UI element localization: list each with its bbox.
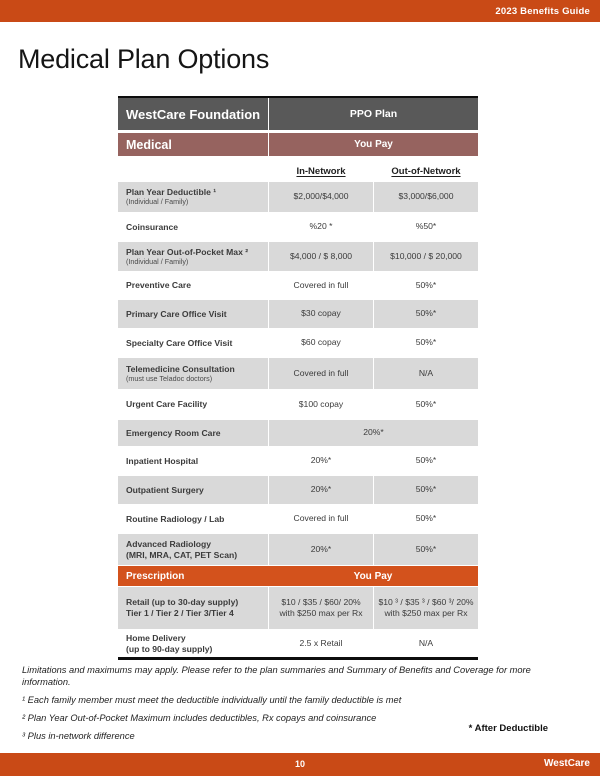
row-home-delivery: Home Delivery (up to 90-day supply) 2.5 x Retail N/A	[126, 632, 434, 654]
footnote-general: Limitations and maximums may apply. Please refer to the plan summaries and Summary of Benefits and Coverage for more information.	[22, 665, 531, 688]
row-coinsurance: Coinsurance %20 * %50*	[126, 221, 437, 232]
row-out-of-pocket-max: Plan Year Out-of-Pocket Max ² (Individual / Family) $4,000 / $ 8,000 $10,000 / $ 20,000	[118, 242, 478, 271]
row-advanced-radiology: Advanced Radiology (MRI, MRA, CAT, PET Scan) 20%* 50%*	[118, 534, 478, 565]
plan-name-cell	[269, 98, 478, 130]
footer-bar	[0, 753, 600, 776]
plan-name: PPO Plan	[349, 108, 398, 120]
after-deductible-note: * After Deductible	[468, 723, 548, 734]
page-title: Medical Plan Options	[18, 44, 270, 74]
medical-section-cell: Medical	[118, 133, 268, 156]
row-routine-radiology: Routine Radiology / Lab Covered in full 50%*	[126, 513, 437, 524]
header-bar	[0, 0, 600, 22]
prescription-section-cell: Prescription	[126, 570, 185, 582]
row-plan-year-deductible: Plan Year Deductible ¹ (Individual / Family) $2,000/$4,000 $3,000/$6,000	[118, 182, 478, 212]
org-name: WestCare Foundation	[126, 106, 261, 122]
row-specialty-care: Specialty Care Office Visit $60 copay 50%*	[126, 337, 437, 348]
org-name-cell	[118, 98, 268, 130]
column-headers-row	[118, 157, 478, 181]
prescription-section-row	[118, 566, 478, 586]
row-retail-rx: Retail (up to 30-day supply) Tier 1 / Tier 2 / Tier 3/Tier 4 $10 / $35 / $60/ 20% with $250 max per Rx $10 ³ / $35 ³ / $60 ³/ 20% with $250 max per Rx	[118, 587, 478, 629]
row-preventive-care: Preventive Care Covered in full 50%*	[126, 279, 437, 291]
table-header-row	[118, 98, 478, 130]
footnote-2: ² Plan Year Out-of-Pocket Maximum includes deductibles, Rx copays and coinsurance	[22, 713, 377, 724]
page-number: 10	[294, 759, 305, 769]
you-pay-cell: You Pay	[269, 133, 478, 156]
rx-you-pay-cell: You Pay	[353, 570, 393, 582]
column-header-in-network: In-Network	[296, 166, 346, 177]
footnote-3: ³ Plus in-network difference	[22, 731, 135, 742]
row-inpatient-hospital: Inpatient Hospital 20%* 50%*	[126, 455, 437, 466]
row-emergency-room: Emergency Room Care 20%*	[118, 420, 478, 446]
footnote-1: ¹ Each family member must meet the deductible individually until the family deductible is met	[22, 695, 402, 706]
row-urgent-care: Urgent Care Facility $100 copay 50%*	[126, 398, 437, 410]
row-primary-care: Primary Care Office Visit $30 copay 50%*	[118, 300, 478, 328]
footnotes	[22, 664, 580, 748]
guide-label: 2023 Benefits Guide	[495, 5, 590, 17]
row-outpatient-surgery: Outpatient Surgery 20%* 50%*	[118, 476, 478, 504]
medical-section-row	[118, 133, 478, 156]
brand-name: WestCare	[544, 758, 590, 769]
medical-plan-table	[118, 96, 478, 660]
column-header-out-of-network: Out-of-Network	[391, 166, 461, 177]
row-telemedicine: Telemedicine Consultation (must use Teladoc doctors) Covered in full N/A	[118, 358, 478, 389]
